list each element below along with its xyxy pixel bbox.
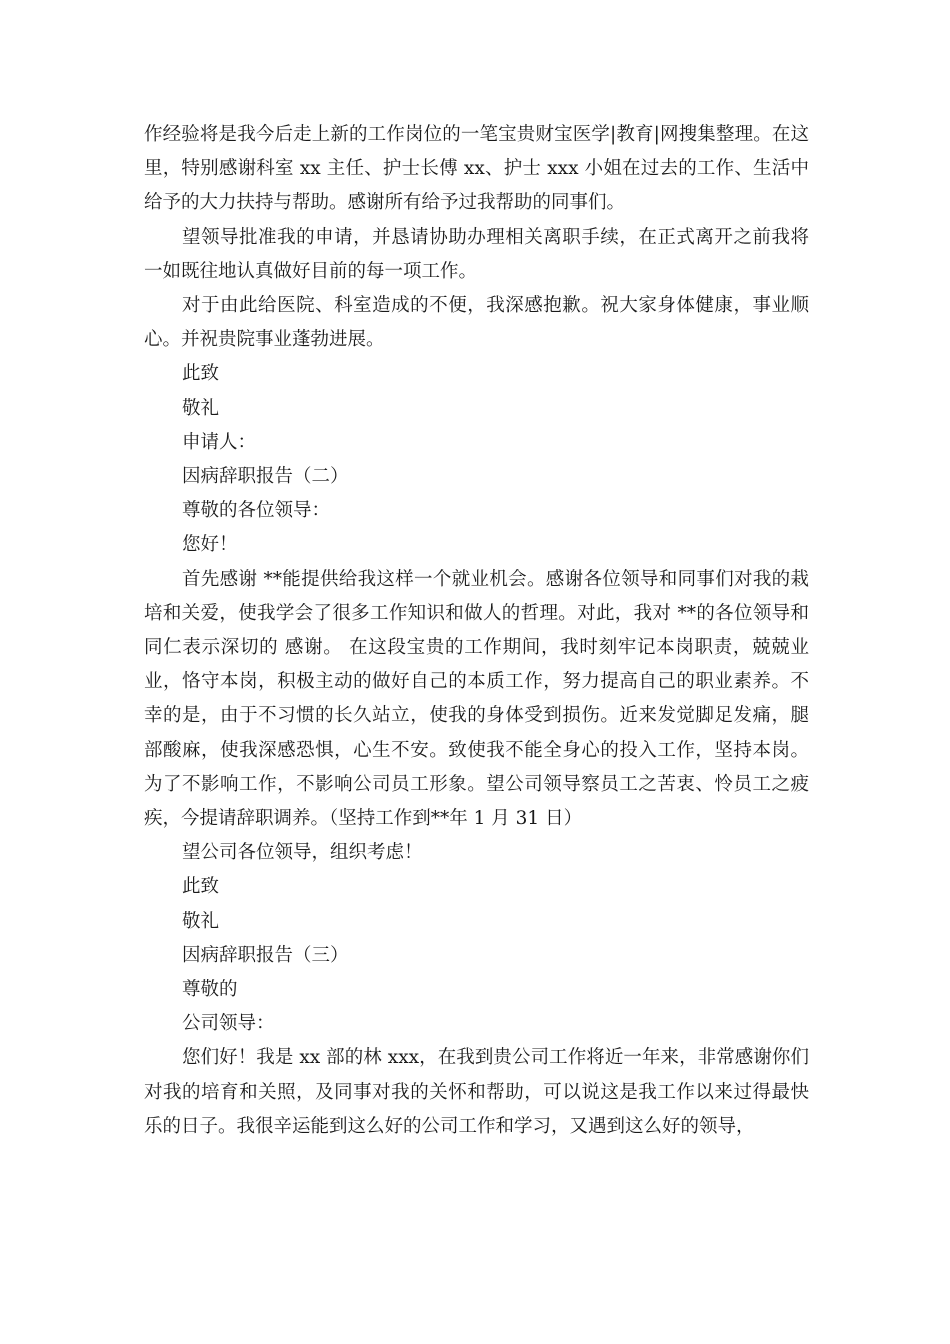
- applicant-label: 申请人：: [182, 431, 257, 453]
- greeting-2: 您好！: [182, 534, 238, 556]
- document-page: [144, 118, 809, 1144]
- paragraph-body-3: 您们好！我是 xx 部的林 xxx，在我到贵公司工作将近一年来，非常感谢你们对我的培育和关照，及同事对我的关怀和帮助，可以说这是我工作以来过得最快乐的日子。我很辛运能到这么好的公司工作和学习，又遇到这么好的领导，: [144, 1047, 809, 1137]
- closing-jingli-2: 敬礼: [182, 910, 220, 932]
- paragraph-body-2: 首先感谢 **能提供给我这样一个就业机会。感谢各位领导和同事们对我的栽培和关爱，使我学会了很多工作知识和做人的哲理。对此，我对 **的各位领导和同仁表示深切的 感谢。 在这段宝贵的工作期间，我时刻牢记本岗职责，兢兢业业，恪守本岗，积极主动的做好自己的本质工作，努力提高自己的职业素养。不幸的是，由于不习惯的长久站立，使我的身体受到损伤。近来发觉脚足发痛，腿部酸麻，使我深感恐惧，心生不安。致使我不能全身心的投入工作，坚持本岗。为了不影响工作，不影响公司员工形象。望公司领导察员工之苦衷、怜员工之疲疾，今提请辞职调养。（坚持工作到**年 1 月 31 日）: [144, 568, 809, 830]
- paragraph-request-2: 望公司各位领导，组织考虑！: [182, 842, 423, 864]
- closing-cizhi-2: 此致: [182, 876, 220, 898]
- paragraph-approval-request: 望领导批准我的申请，并恳请协助办理相关离职手续，在正式离开之前我将一如既往地认真做好目前的每一项工作。: [144, 226, 809, 282]
- salutation-3-company: 公司领导：: [182, 1013, 275, 1035]
- section-title-3: 因病辞职报告（三）: [182, 944, 349, 966]
- section-title-2: 因病辞职报告（二）: [182, 466, 349, 488]
- closing-cizhi: 此致: [182, 363, 220, 385]
- salutation-2: 尊敬的各位领导：: [182, 500, 331, 522]
- salutation-3: 尊敬的: [182, 979, 238, 1001]
- paragraph-continuation: 作经验将是我今后走上新的工作岗位的一笔宝贵财宝医学|教育|网搜集整理。在这里，特别感谢科室 xx 主任、护士长傅 xx、护士 xxx 小姐在过去的工作、生活中给予的大力扶持与帮助。感谢所有给予过我帮助的同事们。: [144, 124, 809, 214]
- paragraph-apology: 对于由此给医院、科室造成的不便，我深感抱歉。祝大家身体健康，事业顺心。并祝贵院事业蓬勃进展。: [144, 295, 809, 351]
- closing-jingli: 敬礼: [182, 397, 220, 419]
